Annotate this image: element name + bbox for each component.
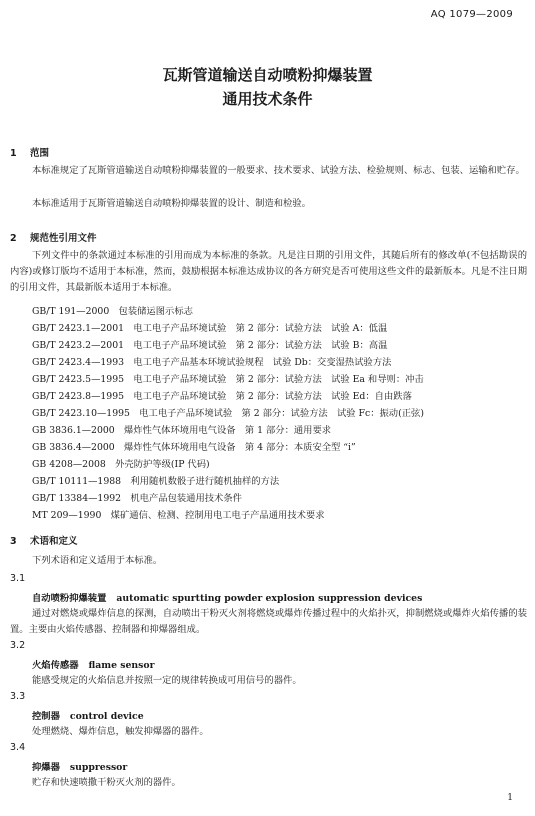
section-1-paragraph-1: 本标准规定了瓦斯管道输送自动喷粉抑爆装置的一般要求、技术要求、试验方法、检验规则、标志、包装、运输和贮存。 <box>32 165 525 176</box>
reference-item: GB/T 2423.2—2001 电工电子产品环境试验 第 2 部分：试验方法 试验 B：高温 <box>32 340 388 351</box>
section-number: 3 <box>10 536 17 547</box>
section-1-paragraph-2: 本标准适用于瓦斯管道输送自动喷粉抑爆装置的设计、制造和检验。 <box>32 198 311 209</box>
section-title: 范围 <box>30 148 50 159</box>
term-chinese: 抑爆器 <box>32 762 60 773</box>
document-title-line1: 瓦斯管道输送自动喷粉抑爆装置 <box>162 66 373 84</box>
reference-item: GB 3836.1—2000 爆炸性气体环境用电气设备 第 1 部分：通用要求 <box>32 425 332 436</box>
section-number: 2 <box>10 233 17 244</box>
reference-item: GB/T 10111—1988 利用随机数骰子进行随机抽样的方法 <box>32 476 280 487</box>
term-heading <box>32 759 127 773</box>
reference-item: GB/T 2423.10—1995 电工电子产品环境试验 第 2 部分：试验方法 试验 Fc：振动(正弦) <box>32 408 424 419</box>
reference-item: MT 209—1990 煤矿通信、检测、控制用电工电子产品通用技术要求 <box>32 510 325 521</box>
reference-item: GB/T 13384—1992 机电产品包装通用技术条件 <box>32 493 242 504</box>
section-number: 1 <box>10 148 17 159</box>
document-title-line2: 通用技术条件 <box>222 90 313 108</box>
term-heading <box>32 657 155 671</box>
term-english: flame sensor <box>88 660 155 671</box>
term-chinese: 控制器 <box>32 711 60 722</box>
term-chinese: 自动喷粉抑爆装置 <box>32 593 107 604</box>
term-heading <box>32 590 422 604</box>
section-title: 规范性引用文件 <box>30 233 97 244</box>
reference-item: GB/T 2423.8—1995 电工电子产品环境试验 第 2 部分：试验方法 试验 Ed：自由跌落 <box>32 391 412 402</box>
term-english: suppressor <box>69 762 128 773</box>
reference-item: GB/T 191—2000 包装储运图示标志 <box>32 306 193 317</box>
term-definition: 通过对燃烧或爆炸信息的探测，自动喷出干粉灭火剂将燃烧或爆炸传播过程中的火焰扑灭，抑制燃烧或爆炸火焰传播的装置。主要由火焰传感器、控制器和抑爆器组成。 <box>10 608 527 635</box>
term-heading <box>32 708 144 722</box>
section-3-intro: 下列术语和定义适用于本标准。 <box>32 555 163 566</box>
term-english: automatic spurtting powder explosion suppression devices <box>116 593 423 604</box>
term-number: 3.3 <box>10 691 26 702</box>
section-1-heading <box>10 145 49 159</box>
page-number: 1 <box>507 793 513 803</box>
section-2-heading <box>10 230 97 244</box>
reference-item: GB/T 2423.5—1995 电工电子产品环境试验 第 2 部分：试验方法 试验 Ea 和导则：冲击 <box>32 374 424 385</box>
term-definition: 处理燃烧、爆炸信息，触发抑爆器的器件。 <box>32 726 209 737</box>
reference-item: GB 3836.4—2000 爆炸性气体环境用电气设备 第 4 部分：本质安全型 “i” <box>32 442 356 453</box>
term-number: 3.1 <box>10 573 26 584</box>
reference-item: GB/T 2423.1—2001 电工电子产品环境试验 第 2 部分：试验方法 试验 A：低温 <box>32 323 388 334</box>
term-chinese: 火焰传感器 <box>32 660 79 671</box>
section-2-intro: 下列文件中的条款通过本标准的引用而成为本标准的条款。凡是注日期的引用文件，其随后所有的修改单(不包括勘误的内容)或修订版均不适用于本标准，然而，鼓励根据本标准达成协议的各方研究是否可使用这些文件的最新版本。凡是不注日期的引用文件，其最新版本适用于本标准。 <box>10 250 527 293</box>
term-definition: 能感受规定的火焰信息并按照一定的规律转换成可用信号的器件。 <box>32 675 302 686</box>
reference-item: GB 4208—2008 外壳防护等级(IP 代码) <box>32 459 210 470</box>
standard-code: AQ 1079—2009 <box>430 9 513 20</box>
term-number: 3.2 <box>10 640 26 651</box>
term-english: control device <box>69 711 144 722</box>
reference-item: GB/T 2423.4—1993 电工电子产品基本环境试验规程 试验 Db：交变湿热试验方法 <box>32 357 392 368</box>
section-3-heading <box>10 533 78 547</box>
term-definition: 贮存和快速喷撒干粉灭火剂的器件。 <box>32 777 181 788</box>
section-title: 术语和定义 <box>30 536 78 547</box>
term-number: 3.4 <box>10 742 26 753</box>
